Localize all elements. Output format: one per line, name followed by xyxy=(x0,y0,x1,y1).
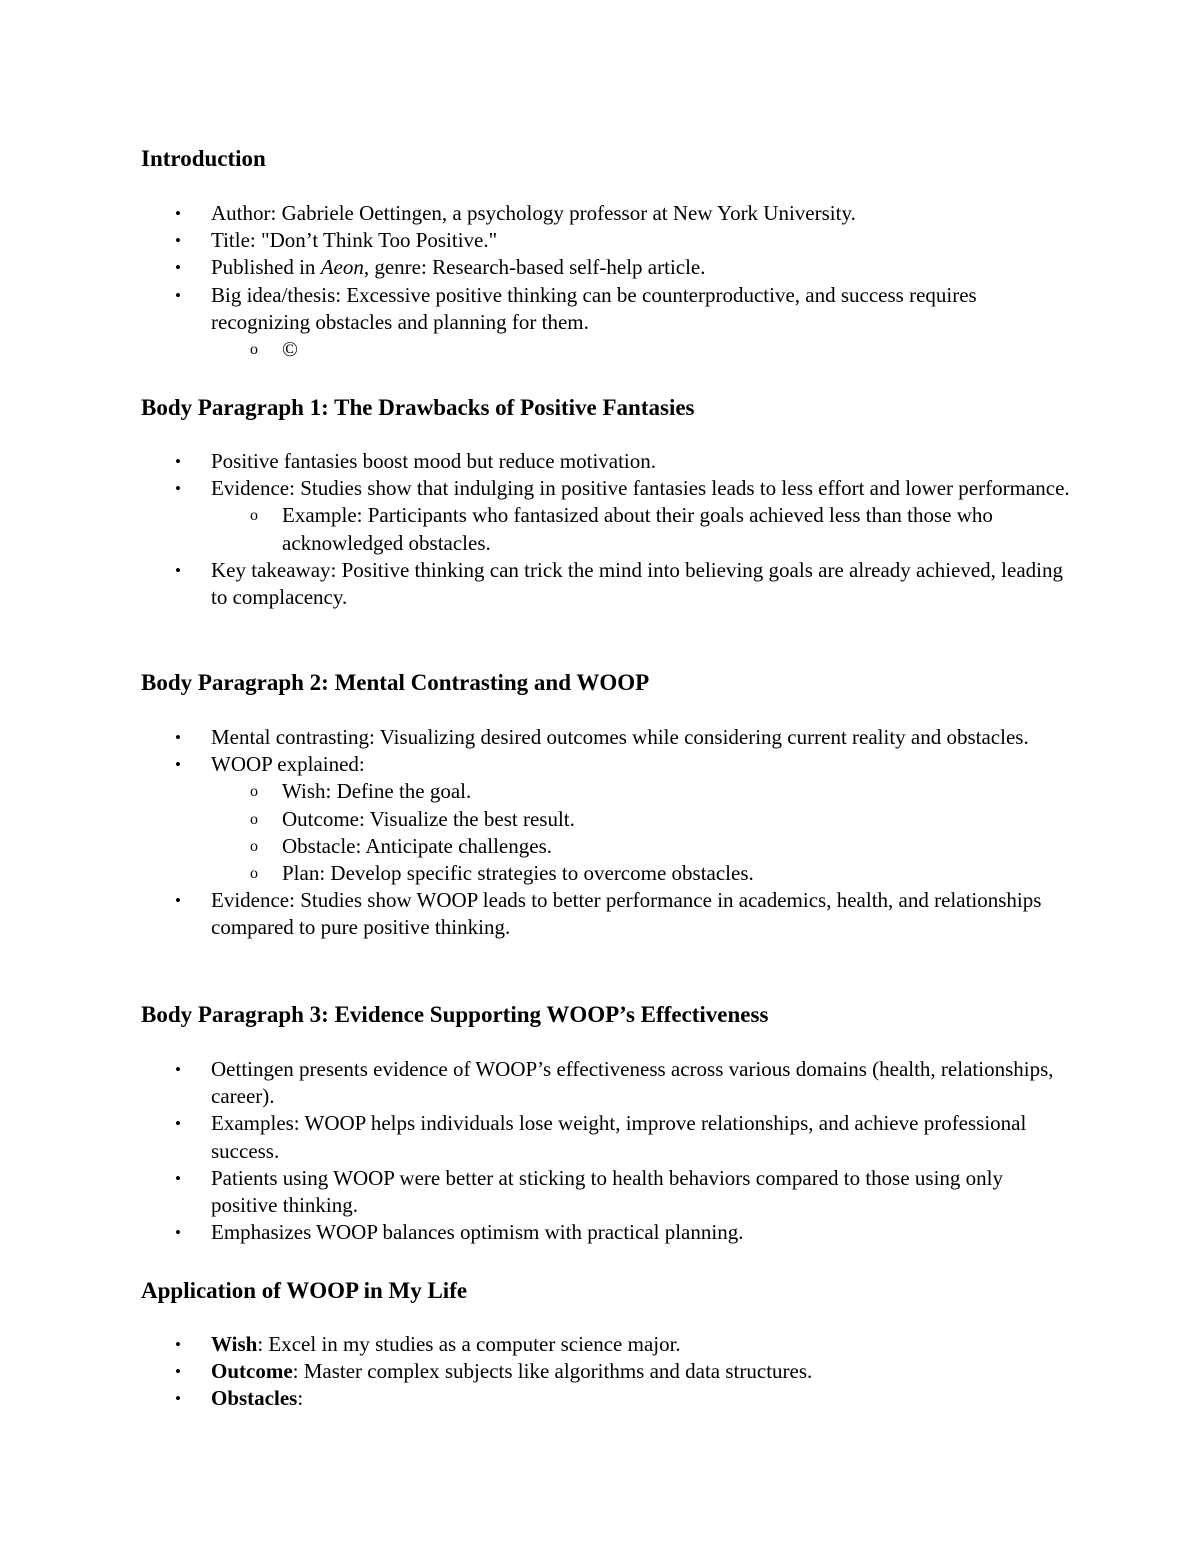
bullet-icon: • xyxy=(175,285,181,305)
bullet-icon: • xyxy=(175,891,181,911)
list-item: • Obstacles: xyxy=(141,1385,1071,1412)
section-body-3 xyxy=(141,1000,1071,1030)
bullet-icon: • xyxy=(175,1389,181,1409)
bullet-icon: • xyxy=(175,204,181,223)
bullet-icon: • xyxy=(175,479,181,499)
list-item: • WOOP explained: o Wish: Define the goal. o Outcome: Visualize the best result. o Obstacle: Anticipate challenges. o Plan: Develop specific strategies to overcome obstacles. xyxy=(141,751,1071,887)
circle-bullet-icon: o xyxy=(250,507,258,525)
sub-list xyxy=(211,336,1071,363)
list-item: • Key takeaway: Positive thinking can trick the mind into believing goals are already achieved, leading to complacency. xyxy=(175,557,1063,610)
list-item: • Examples: WOOP helps individuals lose weight, improve relationships, and achieve professional success. xyxy=(175,1111,1027,1163)
sub-list xyxy=(211,502,1071,556)
section-heading: Body Paragraph 3: Evidence Supporting WOOP’s Effectiveness xyxy=(141,1002,769,1027)
sub-list-item: o Example: Participants who fantasized about their goals achieved less than those who acknowledged obstacles. xyxy=(250,503,993,555)
sub-list xyxy=(211,778,1071,887)
section-application xyxy=(141,1276,1071,1306)
list-item: • Big idea/thesis: Excessive positive thinking can be counterproductive, and success requires recognizing obstacles and planning for them. o © xyxy=(141,282,1071,364)
circle-bullet-icon: o xyxy=(250,341,258,359)
list-item: • Published in Aeon, genre: Research-based self-help article. xyxy=(141,254,1071,281)
bullet-icon: • xyxy=(175,1223,181,1243)
body2-list xyxy=(141,724,1071,942)
body3-list xyxy=(141,1056,1071,1246)
sub-list-item: o Outcome: Visualize the best result. xyxy=(211,806,1071,833)
list-item: • Positive fantasies boost mood but reduce motivation. xyxy=(141,448,1071,475)
bullet-icon: • xyxy=(175,1168,181,1188)
bullet-icon: • xyxy=(175,231,181,251)
section-body-2 xyxy=(141,668,1071,698)
section-heading: Body Paragraph 2: Mental Contrasting and WOOP xyxy=(141,670,650,695)
intro-list xyxy=(141,200,1071,363)
bullet-icon: • xyxy=(175,258,181,278)
bullet-icon: • xyxy=(175,452,181,471)
sub-list-item: o © xyxy=(211,336,1071,363)
list-item: • Author: Gabriele Oettingen, a psychology professor at New York University. xyxy=(141,200,1071,227)
section-introduction xyxy=(141,144,1071,174)
bullet-icon: • xyxy=(175,728,181,747)
list-item: • Title: "Don’t Think Too Positive." xyxy=(141,227,1071,254)
list-item: • Patients using WOOP were better at sticking to health behaviors compared to those using only positive thinking. xyxy=(175,1165,1004,1218)
circle-bullet-icon: o xyxy=(250,810,258,828)
list-item: • Evidence: Studies show that indulging in positive fantasies leads to less effort and lower performance. o Example: Participants who fantasized about their goals achieved less than those who acknowledged obstacles. xyxy=(141,475,1071,557)
bullet-icon: • xyxy=(175,1114,181,1134)
body1-list xyxy=(141,448,1071,611)
sub-list-item: o Wish: Define the goal. xyxy=(211,778,1071,805)
circle-bullet-icon: o xyxy=(250,837,258,855)
sub-list-item: o Obstacle: Anticipate challenges. xyxy=(211,833,1071,860)
bullet-icon: • xyxy=(175,560,181,580)
section-heading: Body Paragraph 1: The Drawbacks of Positive Fantasies xyxy=(141,395,695,420)
circle-bullet-icon: o xyxy=(250,783,258,801)
bullet-icon: • xyxy=(175,1060,181,1079)
list-item: • Evidence: Studies show WOOP leads to better performance in academics, health, and relationships compared to pure positive thinking. xyxy=(175,888,1042,940)
list-item: • Outcome: Master complex subjects like algorithms and data structures. xyxy=(141,1358,1071,1385)
section-heading: Introduction xyxy=(141,146,266,171)
list-item: • Mental contrasting: Visualizing desired outcomes while considering current reality and obstacles. xyxy=(141,724,1071,751)
list-item: • Emphasizes WOOP balances optimism with practical planning. xyxy=(141,1219,1071,1246)
bullet-icon: • xyxy=(175,755,181,775)
list-item: • Oettingen presents evidence of WOOP’s effectiveness across various domains (health, relationships, career). xyxy=(175,1057,1054,1109)
application-list xyxy=(141,1331,1071,1413)
bullet-icon: • xyxy=(175,1335,181,1354)
circle-bullet-icon: o xyxy=(250,865,258,883)
bullet-icon: • xyxy=(175,1362,181,1382)
sub-list-item: o Plan: Develop specific strategies to overcome obstacles. xyxy=(211,860,1071,887)
list-item: • Wish: Excel in my studies as a computer science major. xyxy=(141,1331,1071,1358)
section-heading: Application of WOOP in My Life xyxy=(141,1278,468,1303)
section-body-1 xyxy=(141,393,1071,423)
